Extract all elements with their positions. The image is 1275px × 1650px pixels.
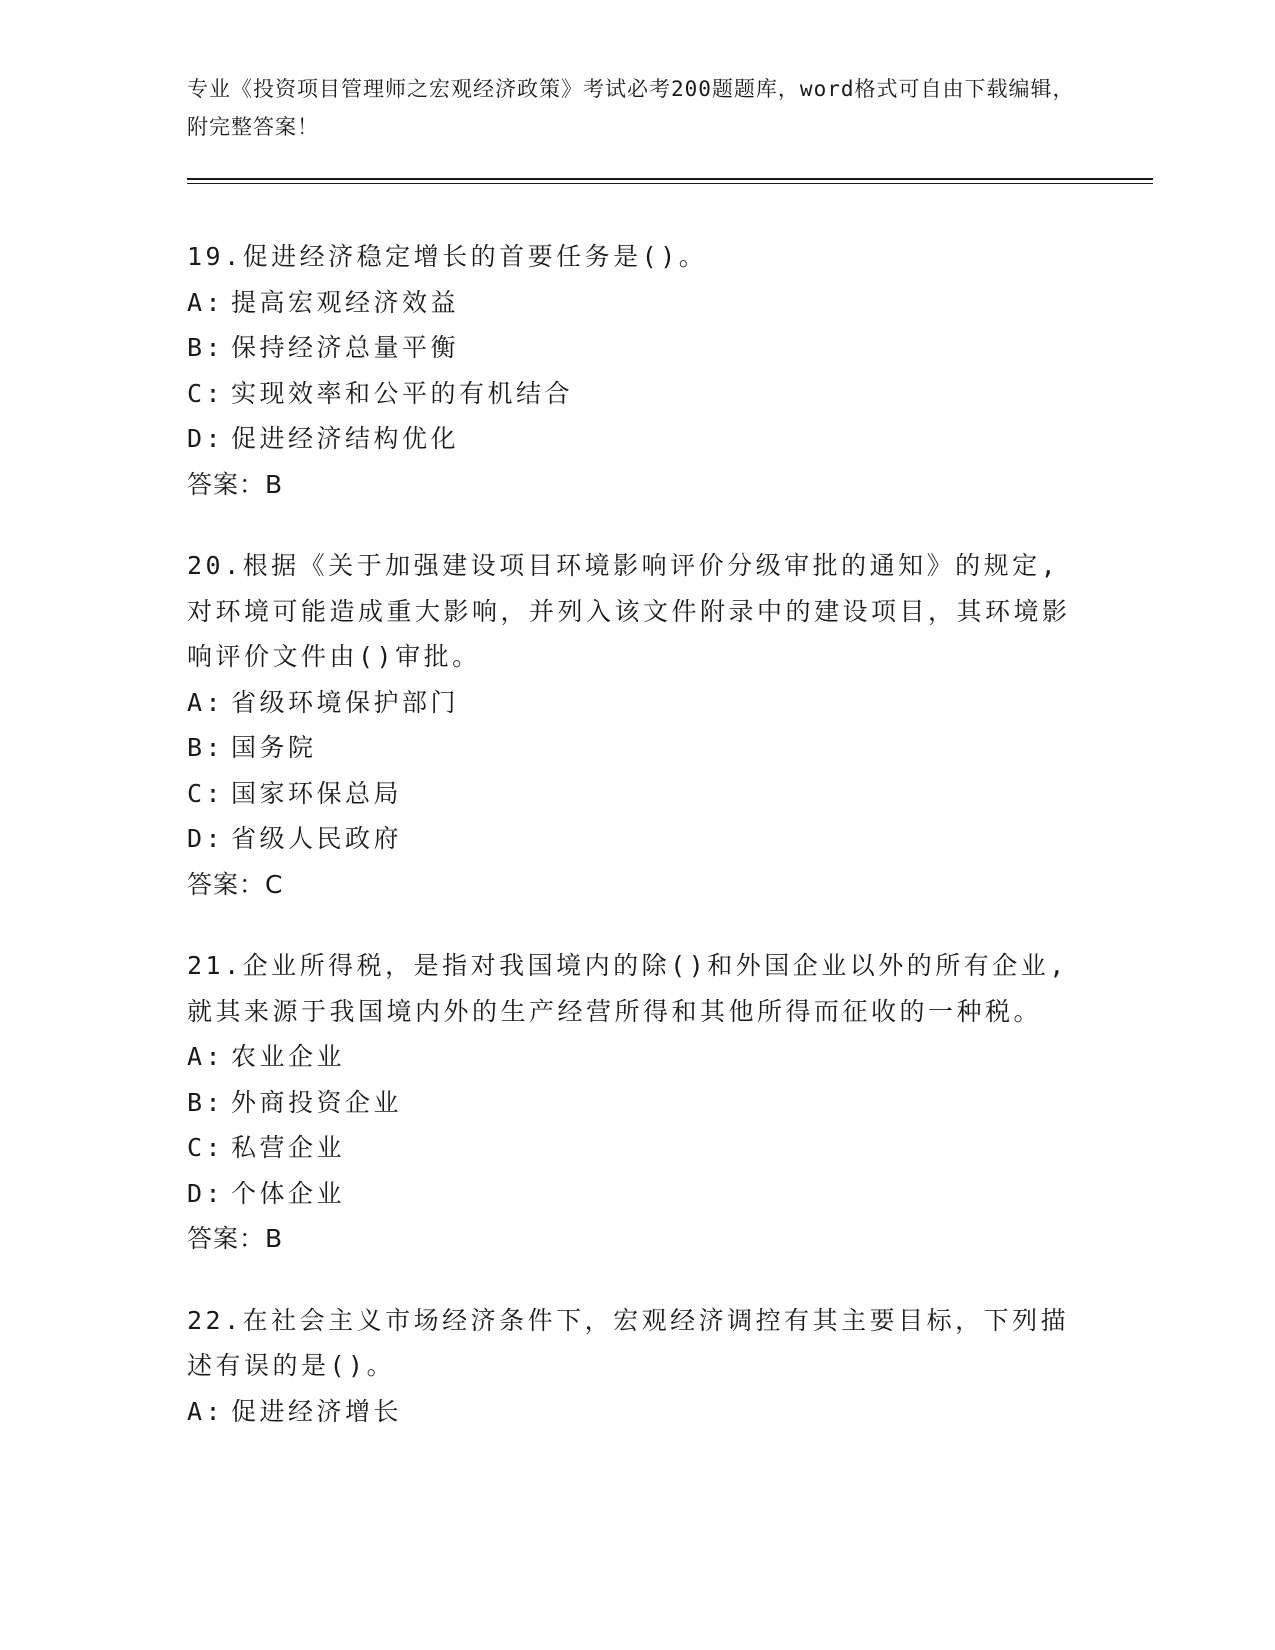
answer: 答案：B: [187, 469, 284, 499]
option-key: A:: [187, 1042, 225, 1071]
option-a: [187, 280, 1087, 326]
option-text: 国家环保总局: [231, 778, 403, 808]
document-header: 专业《投资项目管理师之宏观经济政策》考试必考200题题库，word格式可自由下载编辑，附完整答案！: [187, 77, 1075, 139]
option-key: C:: [187, 1133, 225, 1162]
question-text: 20.根据《关于加强建设项目环境影响评价分级审批的通知》的规定,对环境可能造成重大影响，并列入该文件附录中的建设项目，其环境影响评价文件由()审批。: [187, 551, 1071, 671]
question-19: [187, 234, 1087, 507]
option-d: [187, 416, 1087, 462]
option-text: 私营企业: [231, 1133, 346, 1162]
option-a: [187, 680, 1087, 726]
option-text: 外商投资企业: [231, 1087, 403, 1117]
question-text: 19.促进经济稳定增长的首要任务是()。: [187, 242, 708, 271]
option-text: 省级环境保护部门: [231, 687, 460, 717]
option-b: [187, 325, 1087, 371]
option-text: 实现效率和公平的有机结合: [231, 378, 574, 408]
question-text: 22.在社会主义市场经济条件下，宏观经济调控有其主要目标，下列描述有误的是()。: [187, 1305, 1070, 1380]
option-a: [187, 1034, 1087, 1080]
option-d: [187, 1171, 1087, 1217]
option-c: [187, 1125, 1087, 1171]
option-key: A:: [187, 1396, 225, 1426]
question-list: [187, 234, 1087, 1470]
option-d: [187, 816, 1087, 862]
option-key: B:: [187, 333, 225, 362]
option-key: B:: [187, 733, 225, 762]
option-b: [187, 1080, 1087, 1126]
option-key: D:: [187, 424, 225, 453]
option-text: 农业企业: [231, 1042, 346, 1071]
answer: 答案：C: [187, 869, 284, 899]
option-c: [187, 771, 1087, 817]
option-text: 省级人民政府: [231, 824, 403, 853]
question-text: 21.企业所得税，是指对我国境内的除()和外国企业以外的所有企业,就其来源于我国境内外的生产经营所得和其他所得而征收的一种税。: [187, 951, 1068, 1026]
option-text: 个体企业: [231, 1178, 346, 1208]
option-b: [187, 725, 1087, 771]
option-key: B:: [187, 1087, 225, 1117]
option-key: D:: [187, 1178, 225, 1208]
option-key: C:: [187, 378, 225, 408]
question-22: [187, 1298, 1087, 1435]
option-text: 保持经济总量平衡: [231, 333, 460, 362]
option-c: [187, 371, 1087, 417]
option-a: [187, 1389, 1087, 1435]
option-text: 促进经济结构优化: [231, 424, 460, 453]
header-rule-thick: [187, 178, 1153, 180]
option-text: 国务院: [231, 733, 317, 762]
option-key: C:: [187, 778, 225, 808]
option-text: 提高宏观经济效益: [231, 287, 460, 317]
answer: 答案：B: [187, 1224, 284, 1253]
question-20: [187, 543, 1087, 907]
option-key: D:: [187, 824, 225, 853]
question-21: [187, 943, 1087, 1262]
header-rule-thin: [187, 183, 1153, 184]
option-key: A:: [187, 687, 225, 717]
option-key: A:: [187, 287, 225, 317]
option-text: 促进经济增长: [231, 1396, 403, 1426]
